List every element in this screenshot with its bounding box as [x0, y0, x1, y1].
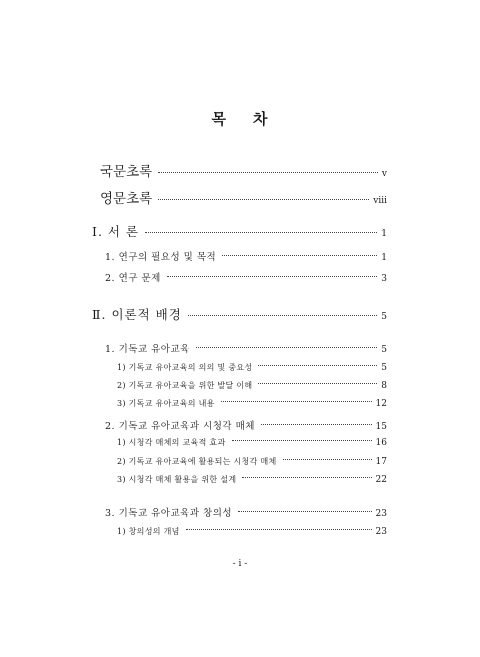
toc-entry-page: 17	[375, 457, 387, 467]
dot-leader	[283, 459, 372, 460]
toc-entry-label: 3. 기독교 유아교육과 창의성	[105, 508, 233, 519]
toc-entry-label: Ⅰ. 서 론	[92, 224, 140, 239]
dot-leader	[167, 276, 377, 277]
toc-entry-label: 3) 시청각 매체 활용을 위한 설계	[117, 475, 237, 484]
toc-entry-page: 23	[375, 509, 387, 519]
toc-entry-page: 5	[381, 345, 387, 355]
toc-entry-page: 3	[381, 274, 387, 284]
dot-leader	[258, 383, 377, 384]
toc-entry[interactable]	[105, 270, 387, 284]
toc-entry[interactable]	[92, 222, 387, 240]
page-title	[0, 108, 480, 129]
toc-entry[interactable]	[92, 305, 387, 323]
toc-entry[interactable]	[117, 437, 387, 448]
toc-entry-page: 5	[381, 312, 387, 322]
toc-entry-page: 16	[375, 438, 387, 448]
toc-entry-label: 1) 기독교 유아교육의 의의 및 중요성	[117, 363, 253, 372]
dot-leader	[258, 365, 377, 366]
toc-entry[interactable]	[117, 380, 387, 391]
toc-entry[interactable]	[117, 474, 387, 485]
toc-entry-label: 2) 기독교 유아교육을 위한 발달 이해	[117, 381, 253, 390]
toc-entry-label: 영문초록	[100, 191, 153, 207]
toc-entry-page: 5	[381, 363, 387, 373]
dot-leader	[242, 477, 371, 478]
toc-entry-label: 2. 기독교 유아교육과 시청각 매체	[105, 421, 255, 432]
dot-leader	[188, 315, 377, 316]
toc-entry[interactable]	[100, 160, 387, 180]
title-char-1: 목	[211, 110, 227, 128]
dot-leader	[145, 232, 377, 233]
toc-entry-label: 국문초록	[100, 164, 153, 180]
toc-entry[interactable]	[105, 249, 387, 263]
dot-leader	[238, 511, 371, 512]
toc-entry[interactable]	[117, 362, 387, 373]
toc-entry-page: ⅷ	[373, 196, 387, 206]
title-char-2: 차	[253, 110, 269, 128]
toc-entry-label: 2) 기독교 유아교육에 활용되는 시청각 매체	[117, 457, 277, 466]
dot-leader	[186, 529, 372, 530]
dot-leader	[158, 199, 369, 200]
toc-entry-label: 3) 기독교 유아교육의 내용	[117, 399, 215, 408]
toc-entry[interactable]	[105, 341, 387, 355]
toc-entry-page: 1	[381, 253, 387, 263]
toc-entry[interactable]	[105, 418, 387, 432]
toc-entry[interactable]	[117, 398, 387, 409]
toc-entry-page: 23	[375, 527, 387, 537]
toc-entry[interactable]	[100, 187, 387, 207]
toc-entry-label: 1) 창의성의 개념	[117, 527, 180, 536]
toc-entry-page: ⅴ	[381, 169, 387, 179]
dot-leader	[232, 440, 372, 441]
toc-entry-page: 8	[381, 381, 387, 391]
dot-leader	[158, 172, 378, 173]
dot-leader	[221, 401, 372, 402]
toc-entry-page: 12	[375, 399, 387, 409]
dot-leader	[196, 347, 377, 348]
toc-entry-label: 1. 연구의 필요성 및 목적	[105, 252, 217, 263]
dot-leader	[222, 255, 377, 256]
toc-entry[interactable]	[117, 456, 387, 467]
toc-entry-label: Ⅱ. 이론적 배경	[92, 307, 182, 322]
toc-entry-label: 1. 기독교 유아교육	[105, 344, 190, 355]
toc-entry-page: 15	[375, 422, 387, 432]
toc-entry-label: 1) 시청각 매체의 교육적 효과	[117, 438, 226, 447]
toc-entry[interactable]	[117, 526, 387, 537]
toc-entry[interactable]	[105, 505, 387, 519]
toc-entry-label: 2. 연구 문제	[105, 273, 161, 284]
dot-leader	[261, 424, 372, 425]
toc-entry-page: 22	[375, 475, 387, 485]
page-number-footer: - ⅰ -	[232, 559, 248, 569]
toc-entry-page: 1	[381, 229, 387, 239]
